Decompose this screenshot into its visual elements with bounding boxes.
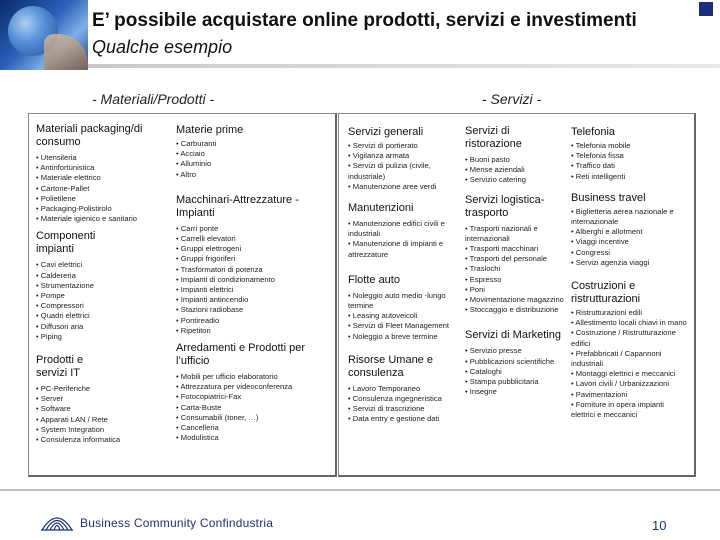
list-item: • Impianti antincendio <box>176 295 328 305</box>
list-item: • Servizi di portierato <box>348 141 458 151</box>
column-materials <box>36 123 168 455</box>
list-item: • Alberghi e allotment <box>571 227 689 237</box>
group-title: Business travel <box>571 191 646 204</box>
list-item: • Piping <box>36 332 168 342</box>
list-item: • Pontireadio <box>176 316 328 326</box>
list-item: • Forniture in opera impianti elettrici e meccanici <box>571 400 689 420</box>
list-item: • Alluminio <box>176 159 328 169</box>
group-title: Telefonia <box>571 126 616 138</box>
group-business-travel <box>571 192 689 268</box>
list-item: • Trasporti del personale <box>465 254 567 264</box>
list-item: • System Integration <box>36 425 136 435</box>
list-item: • Apparati LAN / Rete <box>36 415 136 425</box>
confindustria-logo-icon <box>40 506 74 532</box>
column-raw-materials <box>176 124 328 453</box>
list-item: • Telefonia fissa <box>571 151 689 161</box>
list-item: • Manutenzione edifici civili e industriali <box>348 219 458 239</box>
list-item: • Pubblicazioni scientifiche <box>465 357 567 367</box>
list-item: • Buoni pasto <box>465 155 567 165</box>
group-title: Materiali packaging/di consumo <box>36 123 143 148</box>
group-title: Costruzioni e ristrutturazioni <box>571 280 641 306</box>
group-raw-materials <box>176 124 328 180</box>
group-title: Manutenzioni <box>348 202 414 215</box>
section-title-products: - Materiali/Prodotti - <box>92 91 215 107</box>
group-marketing <box>465 329 567 397</box>
slide-title: E’ possibile acquistare online prodotti, servizi e investimenti <box>92 10 637 31</box>
group-title: Risorse Umane e consulenza <box>348 353 433 379</box>
footer-rule <box>0 489 720 491</box>
group-title: Servizi di Marketing <box>465 329 561 342</box>
list-item: • Quadri elettrici <box>36 311 168 321</box>
column-catering-logistics <box>465 125 567 407</box>
list-item: • Software <box>36 404 136 414</box>
list-item: • Insegne <box>465 387 567 397</box>
list-item: • Leasing autoveicoli <box>348 311 458 321</box>
list-item: • Servizi agenzia viaggi <box>571 258 689 268</box>
group-construction <box>571 280 689 420</box>
list-item: • Trasporti macchinari <box>465 244 567 254</box>
list-item: • Acciaio <box>176 149 328 159</box>
group-machinery <box>176 194 328 336</box>
list-item: • Allestimento locali chiavi in mano <box>571 318 689 328</box>
group-it <box>36 354 168 445</box>
list-item: • Compressori <box>36 301 168 311</box>
list-item: • Packaging-Polistirolo <box>36 204 168 214</box>
list-item: • Cataloghi <box>465 367 567 377</box>
list-item: • Cancelleria <box>176 423 328 433</box>
list-item: • Impianti di condizionamento <box>176 275 328 285</box>
list-item: • Lavoro Temporaneo <box>348 384 458 394</box>
group-catering <box>465 125 567 186</box>
list-item: • Altro <box>176 170 328 180</box>
group-packaging <box>36 123 168 224</box>
group-general-services <box>348 126 458 192</box>
list-item: • Costruzione / Ristrutturazione edifici <box>571 328 689 348</box>
list-item: • Carrelli elevatori <box>176 234 328 244</box>
list-item: • Manutenzione di impianti e attrezzature <box>348 239 458 259</box>
list-item: • Diffusori aria <box>36 322 168 332</box>
list-item: • Polietilene <box>36 194 168 204</box>
list-item: • Manutenzione aree verdi <box>348 182 458 192</box>
list-item: • Stampa pubblicitaria <box>465 377 567 387</box>
list-item: • Server <box>36 394 136 404</box>
list-item: • Carburanti <box>176 139 328 149</box>
group-components <box>36 230 168 342</box>
list-item: • Traffico dati <box>571 161 689 171</box>
group-title: Arredamenti e Prodotti per l’ufficio <box>176 342 306 368</box>
list-item: • Trasporti nazionali e internazionali <box>465 224 567 244</box>
column-general-services <box>348 126 458 435</box>
list-item: • Carri ponte <box>176 224 328 234</box>
hand-image <box>44 34 88 70</box>
list-item: • Biglietteria aerea nazionale e internazionale <box>571 207 689 227</box>
list-item: • Congressi <box>571 248 689 258</box>
group-title: Materie prime <box>176 124 244 136</box>
list-item: • Mobili per ufficio elaboratorio <box>176 372 328 382</box>
list-item: • Modulistica <box>176 433 328 443</box>
group-office <box>176 342 328 443</box>
corner-square-icon <box>699 2 713 16</box>
list-item: • Pavimentazioni <box>571 390 689 400</box>
group-title: Flotte auto <box>348 273 400 286</box>
list-item: • Materiale elettrico <box>36 173 168 183</box>
list-item: • Data entry e gestione dati <box>348 414 458 424</box>
list-item: • Servizio presse <box>465 346 567 356</box>
header-rule <box>88 64 720 68</box>
group-title: Servizi logistica-trasporto <box>465 193 545 219</box>
page-number: 10 <box>652 518 667 533</box>
list-item: • Ristrutturazioni edili <box>571 308 689 318</box>
list-item: • Gruppi frigoriferi <box>176 254 328 264</box>
list-item: • Consulenza informatica <box>36 435 136 445</box>
group-title: Servizi di ristorazione <box>465 125 522 150</box>
list-item: • Strumentazione <box>36 281 168 291</box>
list-item: • Reti intelligenti <box>571 172 689 182</box>
list-item: • Cartone-Pallet <box>36 184 168 194</box>
section-title-services: - Servizi - <box>482 91 542 107</box>
list-item: • Stazioni radiobase <box>176 305 328 315</box>
list-item: • Prefabbricati / Capannoni industriali <box>571 349 689 369</box>
list-item: • Servizi di trascrizione <box>348 404 458 414</box>
list-item: • Fotocopiatrici-Fax <box>176 392 328 402</box>
list-item: • Noleggio a breve termine <box>348 332 458 342</box>
list-item: • Servizi di Fleet Management <box>348 321 458 331</box>
list-item: • Carta-Buste <box>176 403 328 413</box>
footer-brand: Business Community Confindustria <box>80 516 274 530</box>
list-item: • Poni <box>465 285 567 295</box>
list-item: • Pompe <box>36 291 168 301</box>
list-item: • Traslochi <box>465 264 567 274</box>
list-item: • Montaggi elettrici e meccanici <box>571 369 689 379</box>
list-item: • PC-Periferiche <box>36 384 136 394</box>
list-item: • Lavori civili / Urbanizzazioni <box>571 379 689 389</box>
column-telephony-travel <box>571 126 689 430</box>
list-item: • Viaggi incentive <box>571 237 689 247</box>
list-item: • Noleggio auto medio -lungo termine <box>348 291 458 311</box>
list-item: • Ripetitori <box>176 326 328 336</box>
slide-subtitle: Qualche esempio <box>92 37 233 57</box>
list-item: • Cavi elettrici <box>36 260 168 270</box>
list-item: • Caldereria <box>36 271 168 281</box>
group-logistics <box>465 194 567 316</box>
group-maintenance <box>348 202 458 260</box>
list-item: • Consulenza ingegneristica <box>348 394 458 404</box>
group-hr <box>348 354 458 425</box>
list-item: • Materiale igienico e sanitario <box>36 214 168 224</box>
list-item: • Trasformatori di potenza <box>176 265 328 275</box>
list-item: • Impianti elettrici <box>176 285 328 295</box>
list-item: • Utensileria <box>36 153 168 163</box>
group-title: Servizi generali <box>348 126 424 138</box>
list-item: • Servizi di pulizia (civile, industriale) <box>348 161 458 181</box>
list-item: • Antinfortunistica <box>36 163 168 173</box>
list-item: • Servizio catering <box>465 175 567 185</box>
list-item: • Vigilanza armata <box>348 151 458 161</box>
list-item: • Consumabili (toner, …) <box>176 413 328 423</box>
group-title: Componenti impianti <box>36 230 96 256</box>
header-photo-collage <box>0 0 88 70</box>
list-item: • Movimentazione magazzino <box>465 295 567 305</box>
group-fleet <box>348 274 458 342</box>
list-item: • Espresso <box>465 275 567 285</box>
list-item: • Stoccaggio e distribuzione <box>465 305 567 315</box>
group-title: Prodotti e servizi IT <box>36 354 84 380</box>
group-telephony <box>571 126 689 182</box>
list-item: • Attrezzatura per videoconferenza <box>176 382 328 392</box>
list-item: • Gruppi elettrogeni <box>176 244 328 254</box>
list-item: • Telefonia mobile <box>571 141 689 151</box>
list-item: • Mense aziendali <box>465 165 567 175</box>
group-title: Macchinari-Attrezzature -Impianti <box>176 193 299 219</box>
